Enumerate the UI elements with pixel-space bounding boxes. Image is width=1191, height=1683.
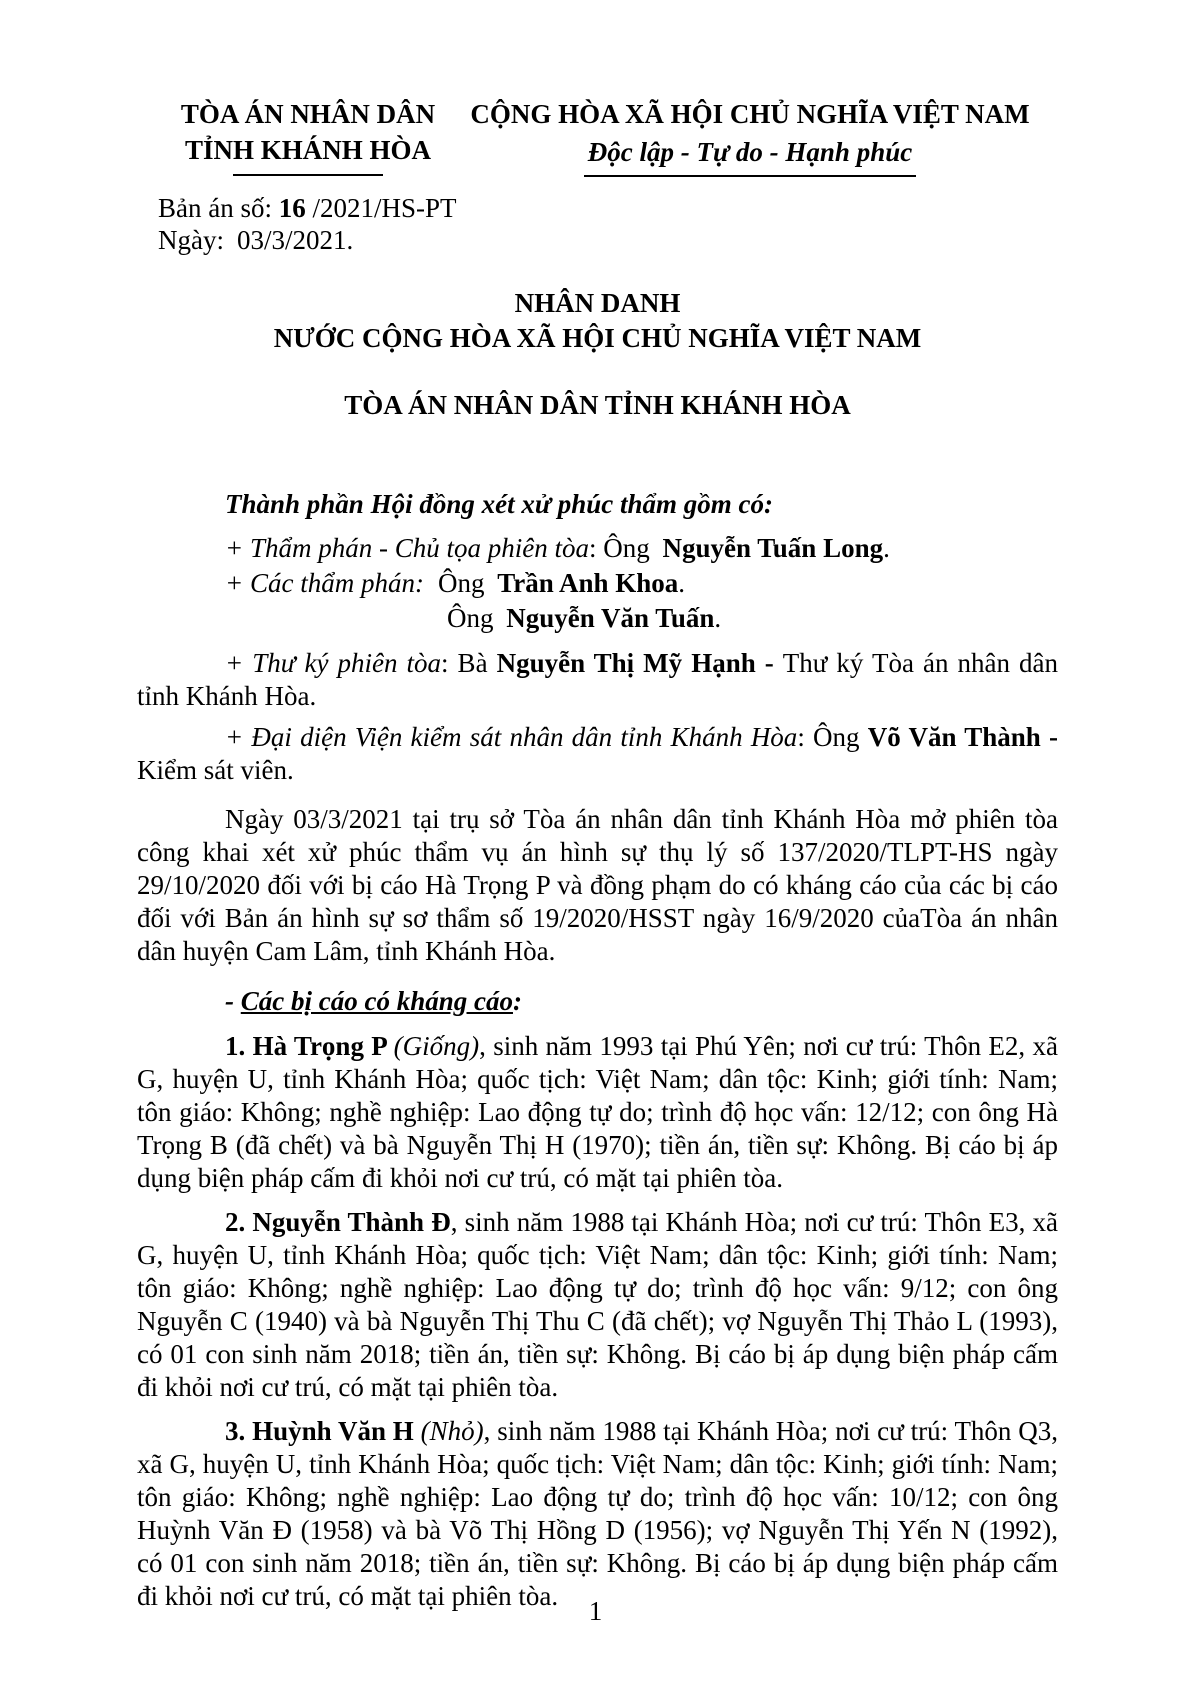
prosecutor-separator: : Ông [797, 722, 868, 752]
judge3-prefix: Ông [447, 603, 501, 633]
republic-name: CỘNG HÒA XÃ HỘI CHỦ NGHĨA VIỆT NAM [470, 99, 1030, 129]
presiding-judge-name: Nguyễn Tuấn Long [662, 533, 884, 563]
intro-paragraph: Ngày 03/3/2021 tại trụ sở Tòa án nhân dân tỉnh Khánh Hòa mở phiên tòa công khai xét xử phúc thẩm vụ án hình sự thụ lý số 137/2020/TLPT-HS ngày 29/10/2020 đối với bị cáo Hà Trọng P và đồng phạm do có kháng cáo của các bị cáo đối với Bản án hình sự sơ thẩm số 19/2020/HSST ngày 16/9/2020 củaTòa án nhân dân huyện Cam Lâm, tỉnh Khánh Hòa. [137, 804, 1058, 966]
defendant-1-details: , sinh năm 1993 tại Phú Yên; nơi cư trú: Thôn E2, xã G, huyện U, tỉnh Khánh Hòa; quốc tịch: Việt Nam; dân tộc: Kinh; giới tính: Nam; tôn giáo: Không; nghề nghiệp: Lao động tự do; trình độ học vấn: 12/12; con ông Hà Trọng B (đã chết) và bà Nguyễn Thị H (1970); tiền án, tiền sự: Không. Bị cáo bị áp dụng biện pháp cấm đi khỏi nơi cư trú, có mặt tại phiên tòa. [137, 1031, 1058, 1193]
judge2-line [137, 566, 1058, 600]
defendant-paragraph-1 [137, 1030, 1058, 1195]
panel-heading [137, 488, 1058, 521]
national-header-block [470, 96, 1030, 177]
in-the-name-block [137, 286, 1058, 356]
judge2-prefix: Ông [437, 568, 492, 598]
case-number-value: 16 [278, 193, 306, 223]
defendant-1-name: 1. Hà Trọng P [225, 1031, 394, 1061]
judgment-date-label: Ngày: [158, 225, 224, 255]
prosecutor-role: Kiểm sát viên. [137, 755, 294, 785]
court-title: TÒA ÁN NHÂN DÂN TỈNH KHÁNH HÒA [344, 390, 851, 420]
document-header [137, 96, 1058, 256]
clerk-dash: - [755, 648, 783, 678]
prosecutor-name: Võ Văn Thành [867, 722, 1041, 752]
prosecutor-line [137, 721, 1058, 787]
court-name-underline [233, 174, 383, 176]
prosecutor-dash: - [1040, 722, 1058, 752]
defendants-heading-colon: : [512, 986, 522, 1016]
case-number-line [158, 192, 458, 224]
clerk-label: + Thư ký phiên tòa [225, 648, 442, 678]
clerk-role: Thư ký Tòa án nhân dân tỉnh Khánh Hòa. [137, 648, 1058, 711]
in-the-name-line2: NƯỚC CỘNG HÒA XÃ HỘI CHỦ NGHĨA VIỆT NAM [273, 323, 922, 353]
defendants-heading-text: Các bị cáo có kháng cáo [240, 986, 513, 1016]
presiding-judge-line [137, 531, 1058, 565]
presiding-judge-period: . [883, 533, 890, 563]
republic-motto-line [470, 134, 1030, 177]
defendants-section-heading [137, 985, 1058, 1018]
defendant-2-details: , sinh năm 1988 tại Khánh Hòa; nơi cư trú: Thôn E3, xã G, huyện U, tỉnh Khánh Hòa; quốc tịch: Việt Nam; dân tộc: Kinh; giới tính: Nam; tôn giáo: Không; nghề nghiệp: Lao động tự do; trình độ học vấn: 9/12; con ông Nguyễn C (1940) và bà Nguyễn Thị Thu C (đã chết); vợ Nguyễn Thị Thảo L (1993), có 01 con sinh năm 2018; tiền án, tiền sự: Không. Bị cáo bị áp dụng biện pháp cấm đi khỏi nơi cư trú, có mặt tại phiên tòa. [137, 1207, 1058, 1402]
judgment-date-line [158, 224, 458, 256]
presiding-judge-separator: : Ông [588, 533, 657, 563]
in-the-name-line1: NHÂN DANH [514, 288, 681, 318]
case-info-block [158, 192, 458, 256]
defendant-2-name: 2. Nguyễn Thành Đ [225, 1207, 451, 1237]
republic-motto: Độc lập - Tự do - Hạnh phúc [584, 134, 916, 177]
judge3-line [137, 601, 1058, 635]
defendant-paragraph-2 [137, 1206, 1058, 1404]
defendant-3-alias: (Nhỏ) [420, 1416, 484, 1446]
issuing-court-block [158, 96, 458, 256]
court-name-line2: TỈNH KHÁNH HÒA [184, 135, 432, 165]
judgment-date-value: 03/3/2021. [236, 225, 354, 255]
clerk-line [137, 647, 1058, 713]
panel-heading-text: Thành phần Hội đồng xét xử phúc thẩm gồm có: [225, 489, 774, 519]
judge2-name: Trần Anh Khoa [497, 568, 679, 598]
judges-label: + Các thẩm phán: [225, 568, 424, 598]
defendant-1-alias: (Giống) [393, 1031, 480, 1061]
judge2-period: . [678, 568, 686, 598]
clerk-name: Nguyễn Thị Mỹ Hạnh [496, 648, 756, 678]
defendants-heading-dash: - [225, 986, 241, 1016]
presiding-judge-label: + Thẩm phán - Chủ tọa phiên tòa [225, 533, 589, 563]
case-number-suffix: /2021/HS-PT [305, 193, 457, 223]
judge3-period: . [714, 603, 722, 633]
court-name-line1: TÒA ÁN NHÂN DÂN [180, 99, 436, 129]
defendant-paragraph-3 [137, 1415, 1058, 1613]
clerk-separator: : Bà [441, 648, 497, 678]
case-number-label: Bản án số: [158, 193, 272, 223]
defendant-3-details: , sinh năm 1988 tại Khánh Hòa; nơi cư trú: Thôn Q3, xã G, huyện U, tỉnh Khánh Hòa; quốc tịch: Việt Nam; dân tộc: Kinh; giới tính: Nam; tôn giáo: Không; nghề nghiệp: Lao động tự do; trình độ học vấn: 10/12; con ông Huỳnh Văn Đ (1958) và bà Võ Thị Hồng D (1956); vợ Nguyễn Thị Yến N (1992), có 01 con sinh năm 2018; tiền án, tiền sự: Không. Bị cáo bị áp dụng biện pháp cấm đi khỏi nơi cư trú, có mặt tại phiên tòa. [137, 1416, 1059, 1611]
defendant-3-name: 3. Huỳnh Văn H [225, 1416, 421, 1446]
judge3-name: Nguyễn Văn Tuấn [506, 603, 715, 633]
prosecutor-label: + Đại diện Viện kiểm sát nhân dân tỉnh Khánh Hòa [225, 722, 798, 752]
page-number: 1 [588, 1596, 603, 1626]
